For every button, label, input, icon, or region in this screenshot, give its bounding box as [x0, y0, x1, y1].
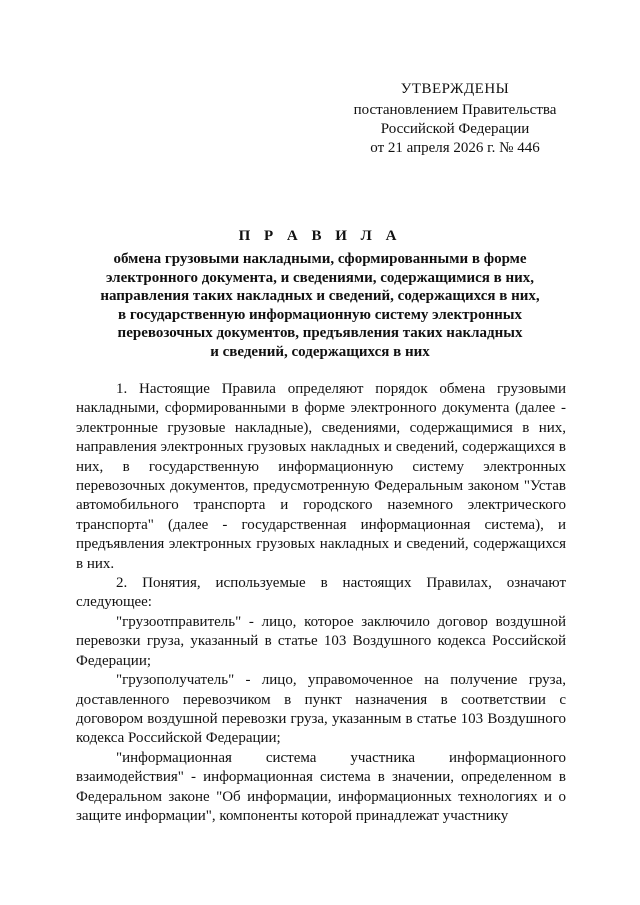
paragraph-definitions-intro: 2. Понятия, используемые в настоящих Правилах, означают следующее: — [76, 575, 566, 611]
paragraph-definition-shipper: "грузоотправитель" - лицо, которое заключило договор воздушной перевозки груза, указанный в статье 103 Воздушного кодекса Российской Федерации; — [76, 613, 566, 669]
subtitle-line: обмена грузовыми накладными, сформированными в форме — [113, 251, 527, 267]
paragraph-definition-info-system: "информационная система участника информационного взаимодействия" - информационная система в значении, определенном в Федеральном законе "Об информации, информационных технологиях и о защите информации", компоненты которой принадлежат участнику — [76, 749, 566, 824]
document-title: П Р А В И Л А — [238, 228, 402, 244]
subtitle-line: направления таких накладных и сведений, содержащихся в них, — [100, 288, 540, 305]
approval-line-3: от 21 апреля 2026 г. № 446 — [370, 140, 540, 156]
subtitle-line: электронного документа, и сведениями, содержащимися в них, — [105, 269, 535, 286]
document-subtitle — [90, 250, 550, 362]
subtitle-line: в государственную информационную систему электронных — [118, 306, 522, 323]
subtitle-line: перевозочных документов, предъявления таких накладных — [117, 325, 523, 342]
subtitle-line: и сведений, содержащихся в них — [210, 343, 430, 360]
paragraph-definition-consignee: "грузополучатель" - лицо, управомоченное на получение груза, доставленного перевозчиком в пункт назначения в соответствии с договором воздушной перевозки груза, указанным в статье 103 Воздушного кодекса Российской Федерации; — [76, 672, 566, 747]
paragraph-scope: 1. Настоящие Правила определяют порядок обмена грузовыми накладными, сформированными в форме электронного документа (далее - электронные грузовые накладные), сведениями, содержащимися в них, направления электронных грузовых накладных и сведений, содержащихся в них, в государственную информационную систему электронных перевозочных документов, предусмотренную Федеральным законом "Устав автомобильного транспорта и городского наземного электрического транспорта" (далее - государственная информационная система), и предъявления электронных грузовых накладных и сведений, содержащихся в них. — [76, 381, 566, 572]
approval-title: УТВЕРЖДЕНЫ — [400, 81, 510, 97]
approval-line-1: постановлением Правительства — [353, 102, 557, 118]
approval-line-2: Российской Федерации — [380, 121, 530, 137]
document-body — [76, 380, 566, 826]
approval-stamp — [345, 80, 565, 158]
